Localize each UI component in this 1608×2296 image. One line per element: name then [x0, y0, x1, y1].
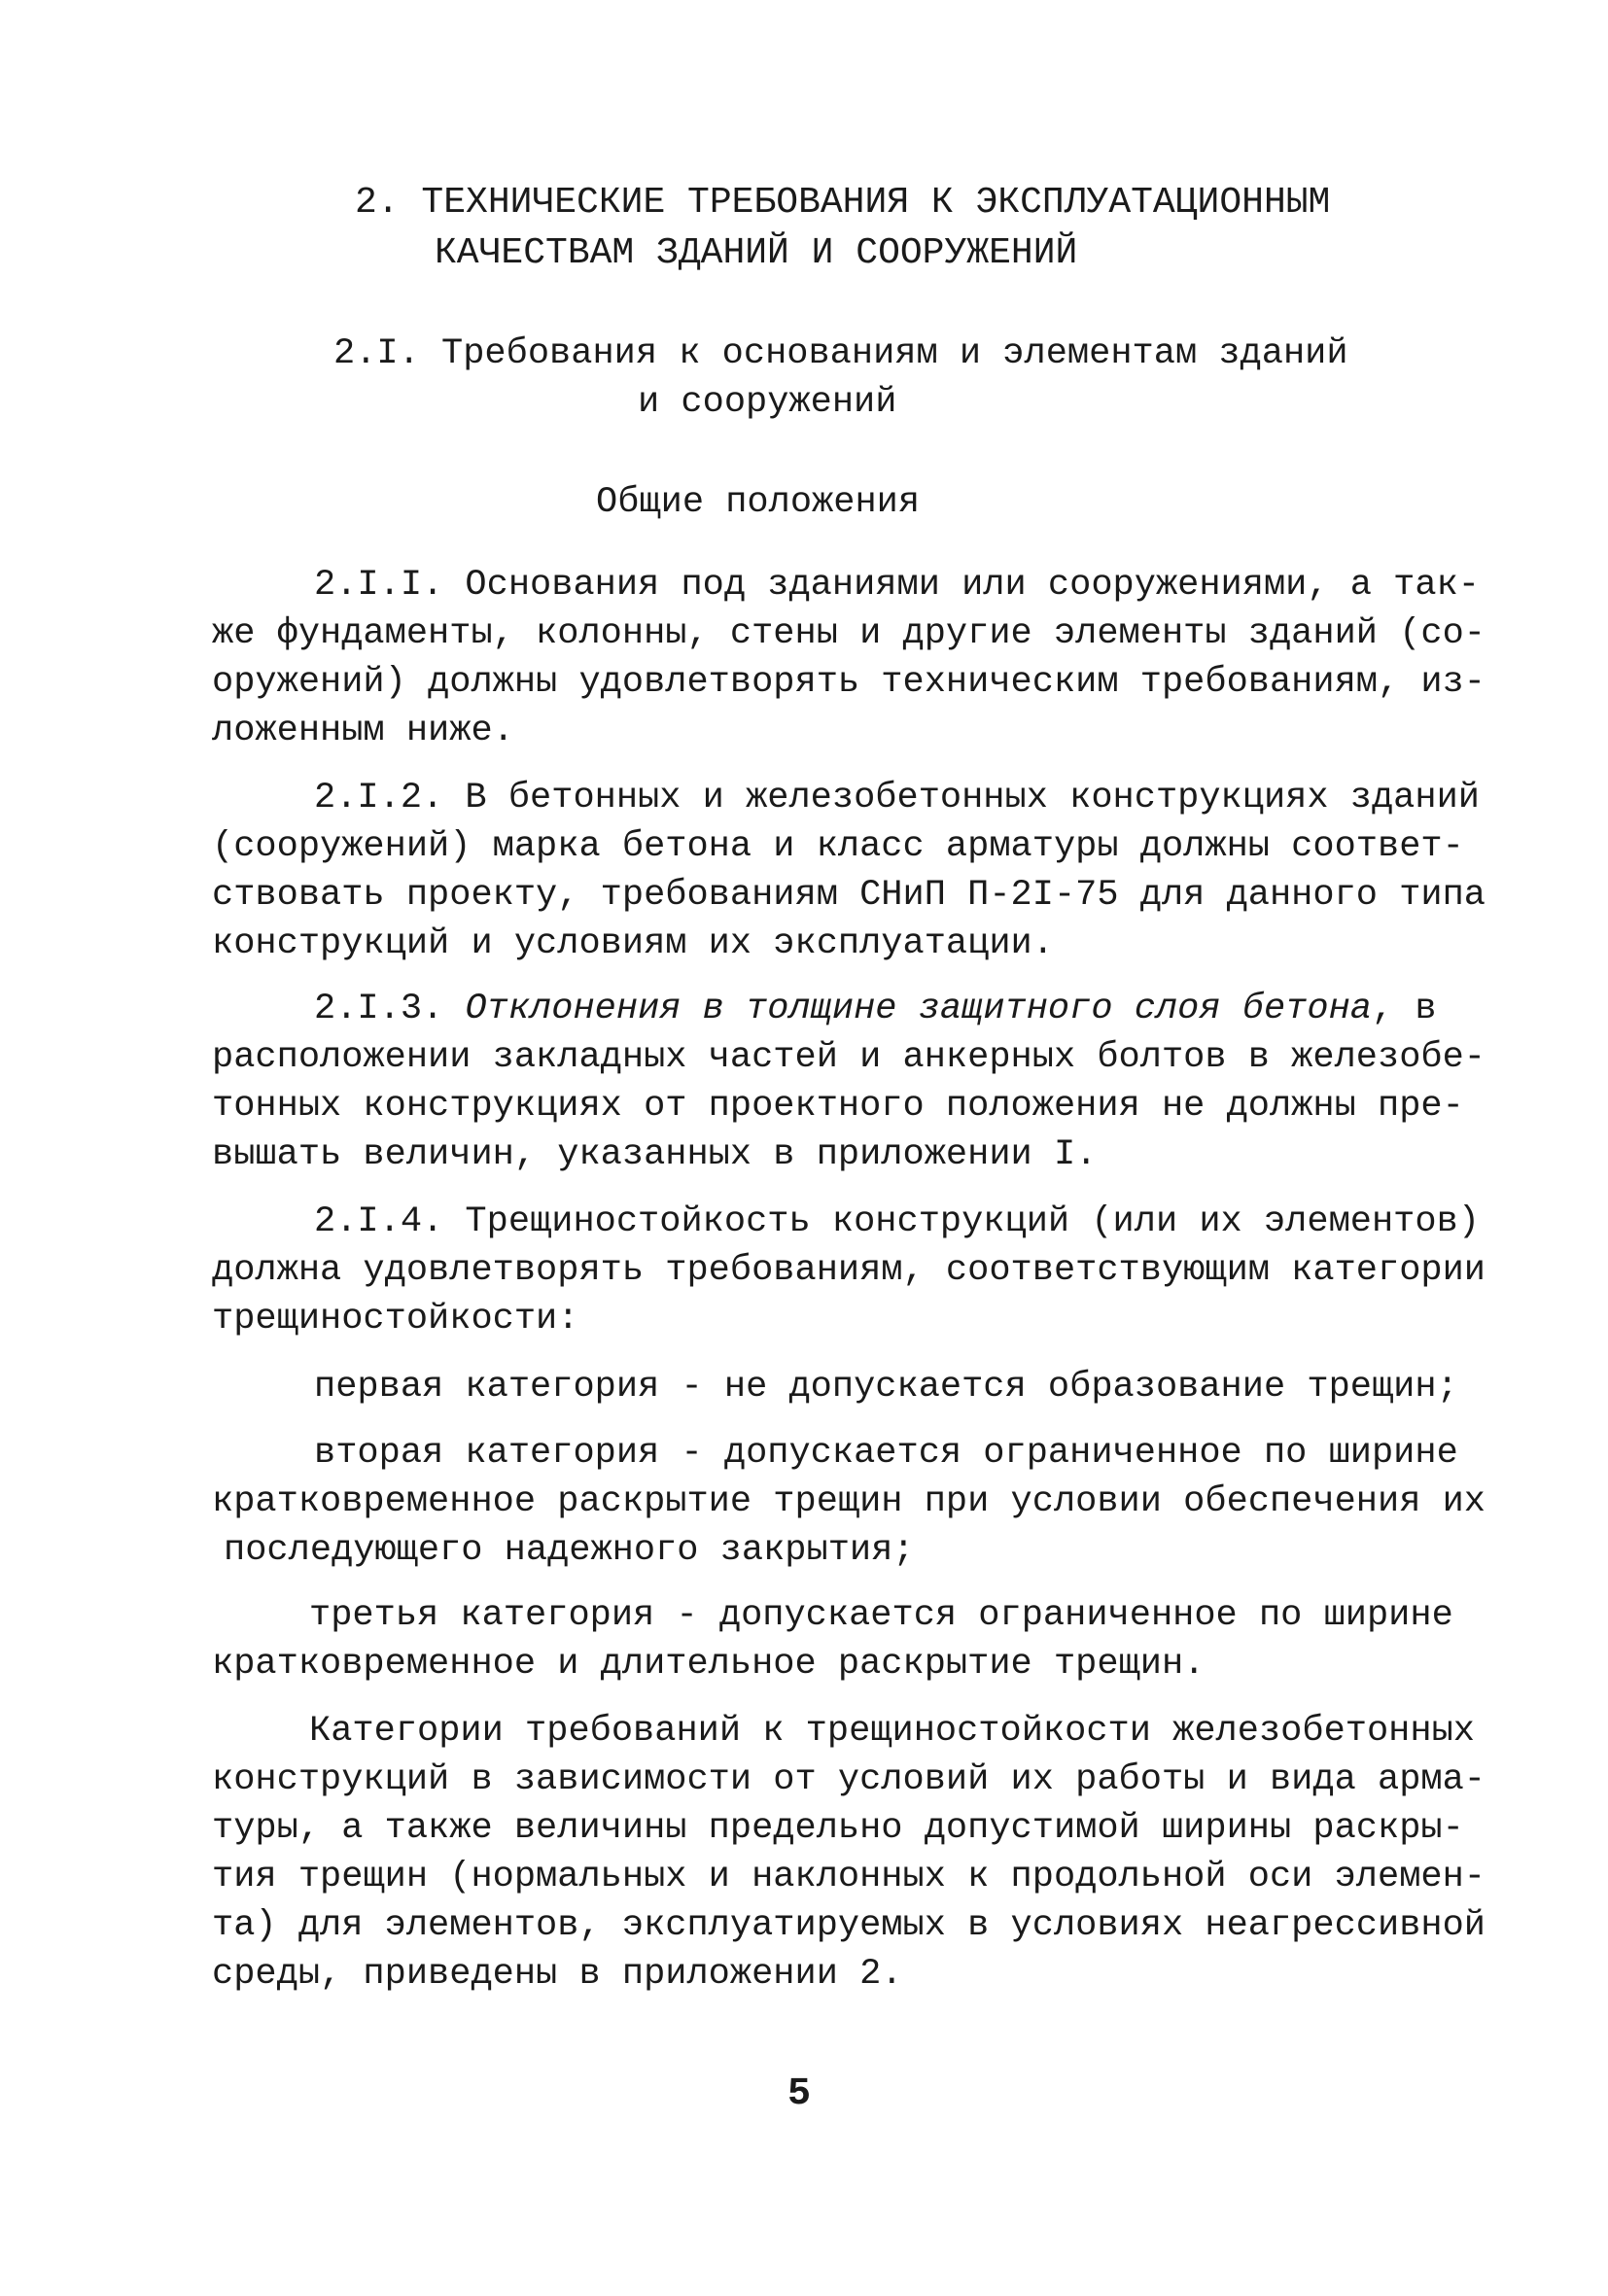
p211-line1: 2.I.I. Основания под зданиями или сооружениями, а так-	[314, 565, 1480, 606]
p211-line3: оружений) должны удовлетворять техническим требованиям, из-	[212, 662, 1486, 703]
category1-line1: первая категория - не допускается образование трещин;	[314, 1367, 1458, 1408]
final-line5: та) для элементов, эксплуатируемых в условиях неагрессивной	[212, 1905, 1486, 1946]
p211-line4: ложенным ниже.	[212, 711, 514, 751]
p212-line1: 2.I.2. В бетонных и железобетонных конструкциях зданий	[314, 778, 1480, 818]
final-line3: туры, а также величины предельно допустимой ширины раскры-	[212, 1808, 1464, 1849]
page-number: 5	[787, 2072, 812, 2116]
p212-line4: конструкций и условиям их эксплуатации.	[212, 923, 1054, 964]
category2-line2: кратковременное раскрытие трещин при условии обеспечения их	[212, 1481, 1486, 1522]
category3-line2: кратковременное и длительное раскрытие трещин.	[212, 1644, 1206, 1685]
section-title-line1: 2. ТЕХНИЧЕСКИЕ ТРЕБОВАНИЯ К ЭКСПЛУАТАЦИОННЫМ	[355, 182, 1331, 224]
p213-line1-rest: , в	[1372, 989, 1437, 1029]
final-line1: Категории требований к трещиностойкости железобетонных	[309, 1711, 1475, 1752]
p213-line3: тонных конструкциях от проектного положения не должны пре-	[212, 1086, 1464, 1127]
p213-line2: расположении закладных частей и анкерных болтов в железобе-	[212, 1037, 1486, 1078]
final-line6: среды, приведены в приложении 2.	[212, 1954, 903, 1995]
p213-line1	[314, 986, 1437, 1032]
p211-line2: же фундаменты, колонны, стены и другие элементы зданий (со-	[212, 613, 1486, 654]
subsection-title-line2: и сооружений	[638, 382, 897, 423]
final-line4: тия трещин (нормальных и наклонных к продольной оси элемен-	[212, 1857, 1486, 1897]
p214-line1: 2.I.4. Трещиностойкость конструкций (или их элементов)	[314, 1201, 1480, 1242]
category2-line1: вторая категория - допускается ограниченное по ширине	[314, 1433, 1458, 1474]
p212-line2: (сооружений) марка бетона и класс арматуры должны соответ-	[212, 826, 1464, 867]
section-title-line2: КАЧЕСТВАМ ЗДАНИЙ И СООРУЖЕНИЙ	[435, 232, 1078, 274]
category2-line3: последующего надежного закрытия;	[224, 1530, 915, 1571]
p213-number: 2.I.3.	[314, 989, 466, 1029]
p212-line3: ствовать проекту, требованиям СНиП П-2I-75 для данного типа	[212, 875, 1486, 916]
p214-line3: трещиностойкости:	[212, 1299, 579, 1339]
general-heading: Общие положения	[596, 482, 921, 523]
category3-line1: третья категория - допускается ограниченное по ширине	[309, 1595, 1453, 1636]
p213-line4: вышать величин, указанных в приложении I.	[212, 1134, 1098, 1175]
final-line2: конструкций в зависимости от условий их работы и вида арма-	[212, 1759, 1486, 1800]
p213-italic-text: Отклонения в толщине защитного слоя бетона	[465, 989, 1372, 1029]
p214-line2: должна удовлетворять требованиям, соответствующим категории	[212, 1250, 1486, 1291]
subsection-title-line1: 2.I. Требования к основаниям и элементам зданий	[333, 333, 1348, 374]
